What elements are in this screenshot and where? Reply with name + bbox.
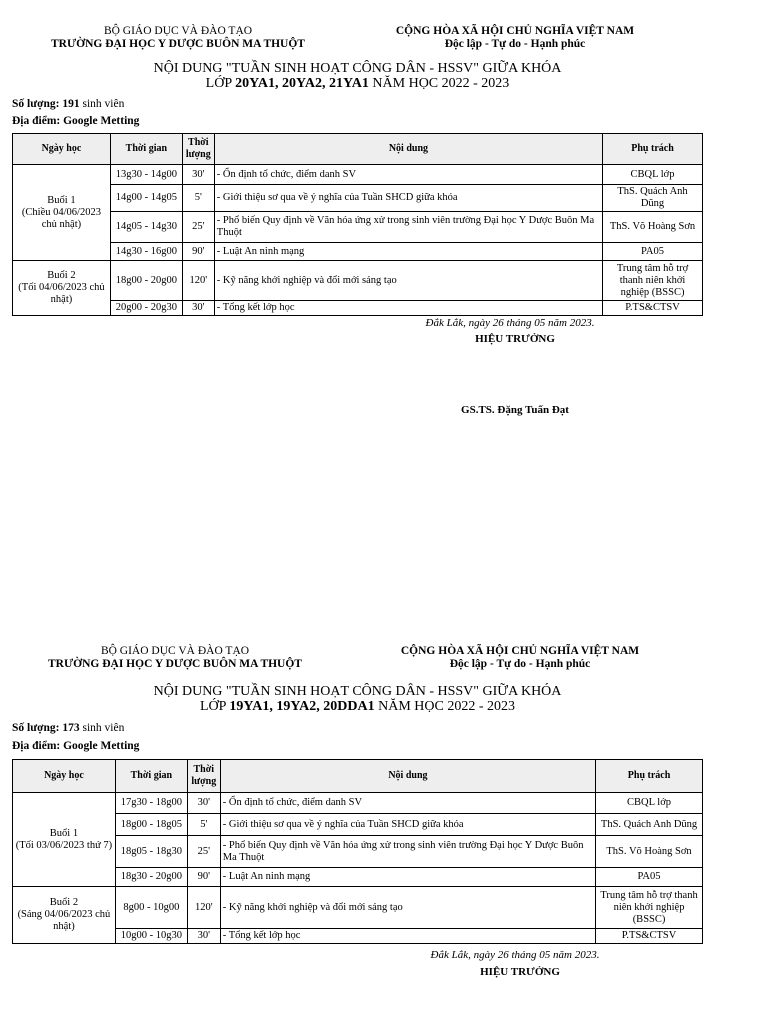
content-cell: - Tổng kết lớp học xyxy=(220,929,595,944)
document-title xyxy=(0,684,715,714)
col-header-date: Ngày học xyxy=(13,760,116,793)
content-cell: - Phổ biến Quy định về Văn hóa ứng xử trong sinh viên trường Đại học Y Dược Buôn Ma Thuột xyxy=(220,836,595,868)
sign-date: Đắk Lắk, ngày 26 tháng 05 năm 2023. xyxy=(425,317,595,329)
title-line-2 xyxy=(0,699,715,714)
national-motto: Độc lập - Tự do - Hạnh phúc xyxy=(444,38,586,50)
table-row xyxy=(13,887,703,929)
time-cell: 20g00 - 20g30 xyxy=(110,301,182,316)
owner-cell: PA05 xyxy=(596,868,703,887)
content-cell: - Kỹ năng khởi nghiệp và đổi mới sáng tạo xyxy=(214,261,602,301)
time-cell: 14g05 - 14g30 xyxy=(110,212,182,243)
content-cell: - Luật An ninh mạng xyxy=(214,243,602,261)
content-cell: - Luật An ninh mạng xyxy=(220,868,595,887)
university-name: TRƯỜNG ĐẠI HỌC Y DƯỢC BUÔN MA THUỘT xyxy=(51,38,305,50)
location xyxy=(12,739,139,753)
duration-cell: 120' xyxy=(182,261,214,301)
location-value: Google Metting xyxy=(63,740,140,752)
title-classes: 20YA1, 20YA2, 21YA1 xyxy=(235,76,369,91)
content-cell: - Phổ biến Quy định về Văn hóa ứng xử trong sinh viên trường Đại học Y Dược Buôn Ma Thuột xyxy=(214,212,602,243)
duration-cell: 90' xyxy=(182,243,214,261)
count-value: 173 xyxy=(62,722,80,734)
col-header-owner: Phụ trách xyxy=(596,760,703,793)
sign-role: HIỆU TRƯỞNG xyxy=(480,966,560,978)
count-value: 191 xyxy=(62,98,80,110)
location-label: Địa điểm: xyxy=(12,740,61,752)
owner-cell: Trung tâm hỗ trợ thanh niên khởi nghiệp (BSSC) xyxy=(603,261,703,301)
duration-cell: 30' xyxy=(187,929,220,944)
table-header-row xyxy=(13,760,703,793)
session-detail: (Chiều 04/06/2023 chủ nhật) xyxy=(21,206,101,230)
col-header-time: Thời gian xyxy=(115,760,187,793)
national-motto: Độc lập - Tự do - Hạnh phúc xyxy=(449,658,591,670)
content-cell: - Giới thiệu sơ qua về ý nghĩa của Tuần SHCD giữa khóa xyxy=(214,185,602,212)
time-cell: 18g05 - 18g30 xyxy=(115,836,187,868)
col-header-content: Nội dung xyxy=(214,134,602,165)
table-row xyxy=(13,814,703,836)
duration-cell: 25' xyxy=(187,836,220,868)
session-name: Buổi 2 xyxy=(47,270,76,281)
title-classes: 19YA1, 19YA2, 20DDA1 xyxy=(229,699,375,714)
count-unit: sinh viên xyxy=(82,722,125,734)
ministry-name: BỘ GIÁO DỤC VÀ ĐÀO TẠO xyxy=(100,645,250,657)
session-detail: (Tối 04/06/2023 chủ nhật) xyxy=(18,282,105,305)
session-cell xyxy=(13,887,116,944)
time-cell: 14g00 - 14g05 xyxy=(110,185,182,212)
sign-name: GS.TS. Đặng Tuấn Đạt xyxy=(461,404,569,416)
ministry-name: BỘ GIÁO DỤC VÀ ĐÀO TẠO xyxy=(103,25,253,37)
student-count xyxy=(12,721,124,735)
sign-role: HIỆU TRƯỞNG xyxy=(475,333,555,345)
col-header-owner: Phụ trách xyxy=(603,134,703,165)
session-name: Buổi 1 xyxy=(47,194,76,206)
col-header-date: Ngày học xyxy=(13,134,111,165)
owner-cell: P.TS&CTSV xyxy=(603,301,703,316)
col-header-content: Nội dung xyxy=(220,760,595,793)
col-header-duration: Thời lượng xyxy=(187,760,220,793)
duration-cell: 30' xyxy=(182,301,214,316)
owner-cell: P.TS&CTSV xyxy=(596,929,703,944)
time-cell: 18g00 - 18g05 xyxy=(115,814,187,836)
schedule-table xyxy=(12,759,703,944)
national-title: CỘNG HÒA XÃ HỘI CHỦ NGHĨA VIỆT NAM xyxy=(395,25,635,37)
content-cell: - Giới thiệu sơ qua về ý nghĩa của Tuần SHCD giữa khóa xyxy=(220,814,595,836)
session-cell xyxy=(13,793,116,887)
title-line-1: NỘI DUNG "TUẦN SINH HOẠT CÔNG DÂN - HSSV" GIỮA KHÓA xyxy=(153,684,562,699)
owner-cell: ThS. Võ Hoàng Sơn xyxy=(596,836,703,868)
title-year: NĂM HỌC 2022 - 2023 xyxy=(374,699,516,714)
owner-cell: Trung tâm hỗ trợ thanh niên khởi nghiệp (BSSC) xyxy=(596,887,703,929)
time-cell: 14g30 - 16g00 xyxy=(110,243,182,261)
title-class-prefix: LỚP xyxy=(199,699,230,714)
university-name: TRƯỜNG ĐẠI HỌC Y DƯỢC BUÔN MA THUỘT xyxy=(48,658,302,670)
time-cell: 8g00 - 10g00 xyxy=(115,887,187,929)
content-cell: - Kỹ năng khởi nghiệp và đổi mới sáng tạo xyxy=(220,887,595,929)
time-cell: 18g30 - 20g00 xyxy=(115,868,187,887)
title-class-prefix: LỚP xyxy=(205,76,236,91)
time-cell: 18g00 - 20g00 xyxy=(110,261,182,301)
session-name: Buổi 1 xyxy=(49,827,79,839)
duration-cell: 30' xyxy=(187,793,220,814)
title-line-1: NỘI DUNG "TUẦN SINH HOẠT CÔNG DÂN - HSSV" GIỮA KHÓA xyxy=(153,61,562,76)
duration-cell: 5' xyxy=(182,185,214,212)
time-cell: 13g30 - 14g00 xyxy=(110,165,182,185)
table-row xyxy=(13,929,703,944)
owner-cell: PA05 xyxy=(603,243,703,261)
count-unit: sinh viên xyxy=(82,98,125,110)
time-cell: 10g00 - 10g30 xyxy=(115,929,187,944)
table-row xyxy=(13,793,703,814)
owner-cell: CBQL lớp xyxy=(596,793,703,814)
location-value: Google Metting xyxy=(63,115,140,127)
header-right xyxy=(370,645,670,671)
duration-cell: 90' xyxy=(187,868,220,887)
owner-cell: ThS. Quách Anh Dũng xyxy=(603,185,703,212)
table-row xyxy=(13,868,703,887)
location-label: Địa điểm: xyxy=(12,115,61,127)
header-left xyxy=(25,645,325,671)
time-cell: 17g30 - 18g00 xyxy=(115,793,187,814)
col-header-duration: Thời lượng xyxy=(182,134,214,165)
duration-cell: 25' xyxy=(182,212,214,243)
content-cell: - Ổn định tổ chức, điểm danh SV xyxy=(220,793,595,814)
count-label: Số lượng: xyxy=(12,722,60,734)
table-row xyxy=(13,836,703,868)
count-label: Số lượng: xyxy=(12,98,60,110)
session-detail: (Sáng 04/06/2023 chủ nhật) xyxy=(17,909,111,932)
duration-cell: 120' xyxy=(187,887,220,929)
duration-cell: 5' xyxy=(187,814,220,836)
content-cell: - Tổng kết lớp học xyxy=(214,301,602,316)
session-name: Buổi 2 xyxy=(49,897,79,908)
content-cell: - Ổn định tổ chức, điểm danh SV xyxy=(214,165,602,185)
col-header-time: Thời gian xyxy=(110,134,182,165)
duration-cell: 30' xyxy=(182,165,214,185)
owner-cell: ThS. Võ Hoàng Sơn xyxy=(603,212,703,243)
session-detail: (Tối 03/06/2023 thứ 7) xyxy=(15,839,113,851)
sign-date: Đắk Lắk, ngày 26 tháng 05 năm 2023. xyxy=(430,949,600,961)
owner-cell: ThS. Quách Anh Dũng xyxy=(596,814,703,836)
title-year: NĂM HỌC 2022 - 2023 xyxy=(368,76,510,91)
owner-cell: CBQL lớp xyxy=(603,165,703,185)
national-title: CỘNG HÒA XÃ HỘI CHỦ NGHĨA VIỆT NAM xyxy=(400,645,640,657)
